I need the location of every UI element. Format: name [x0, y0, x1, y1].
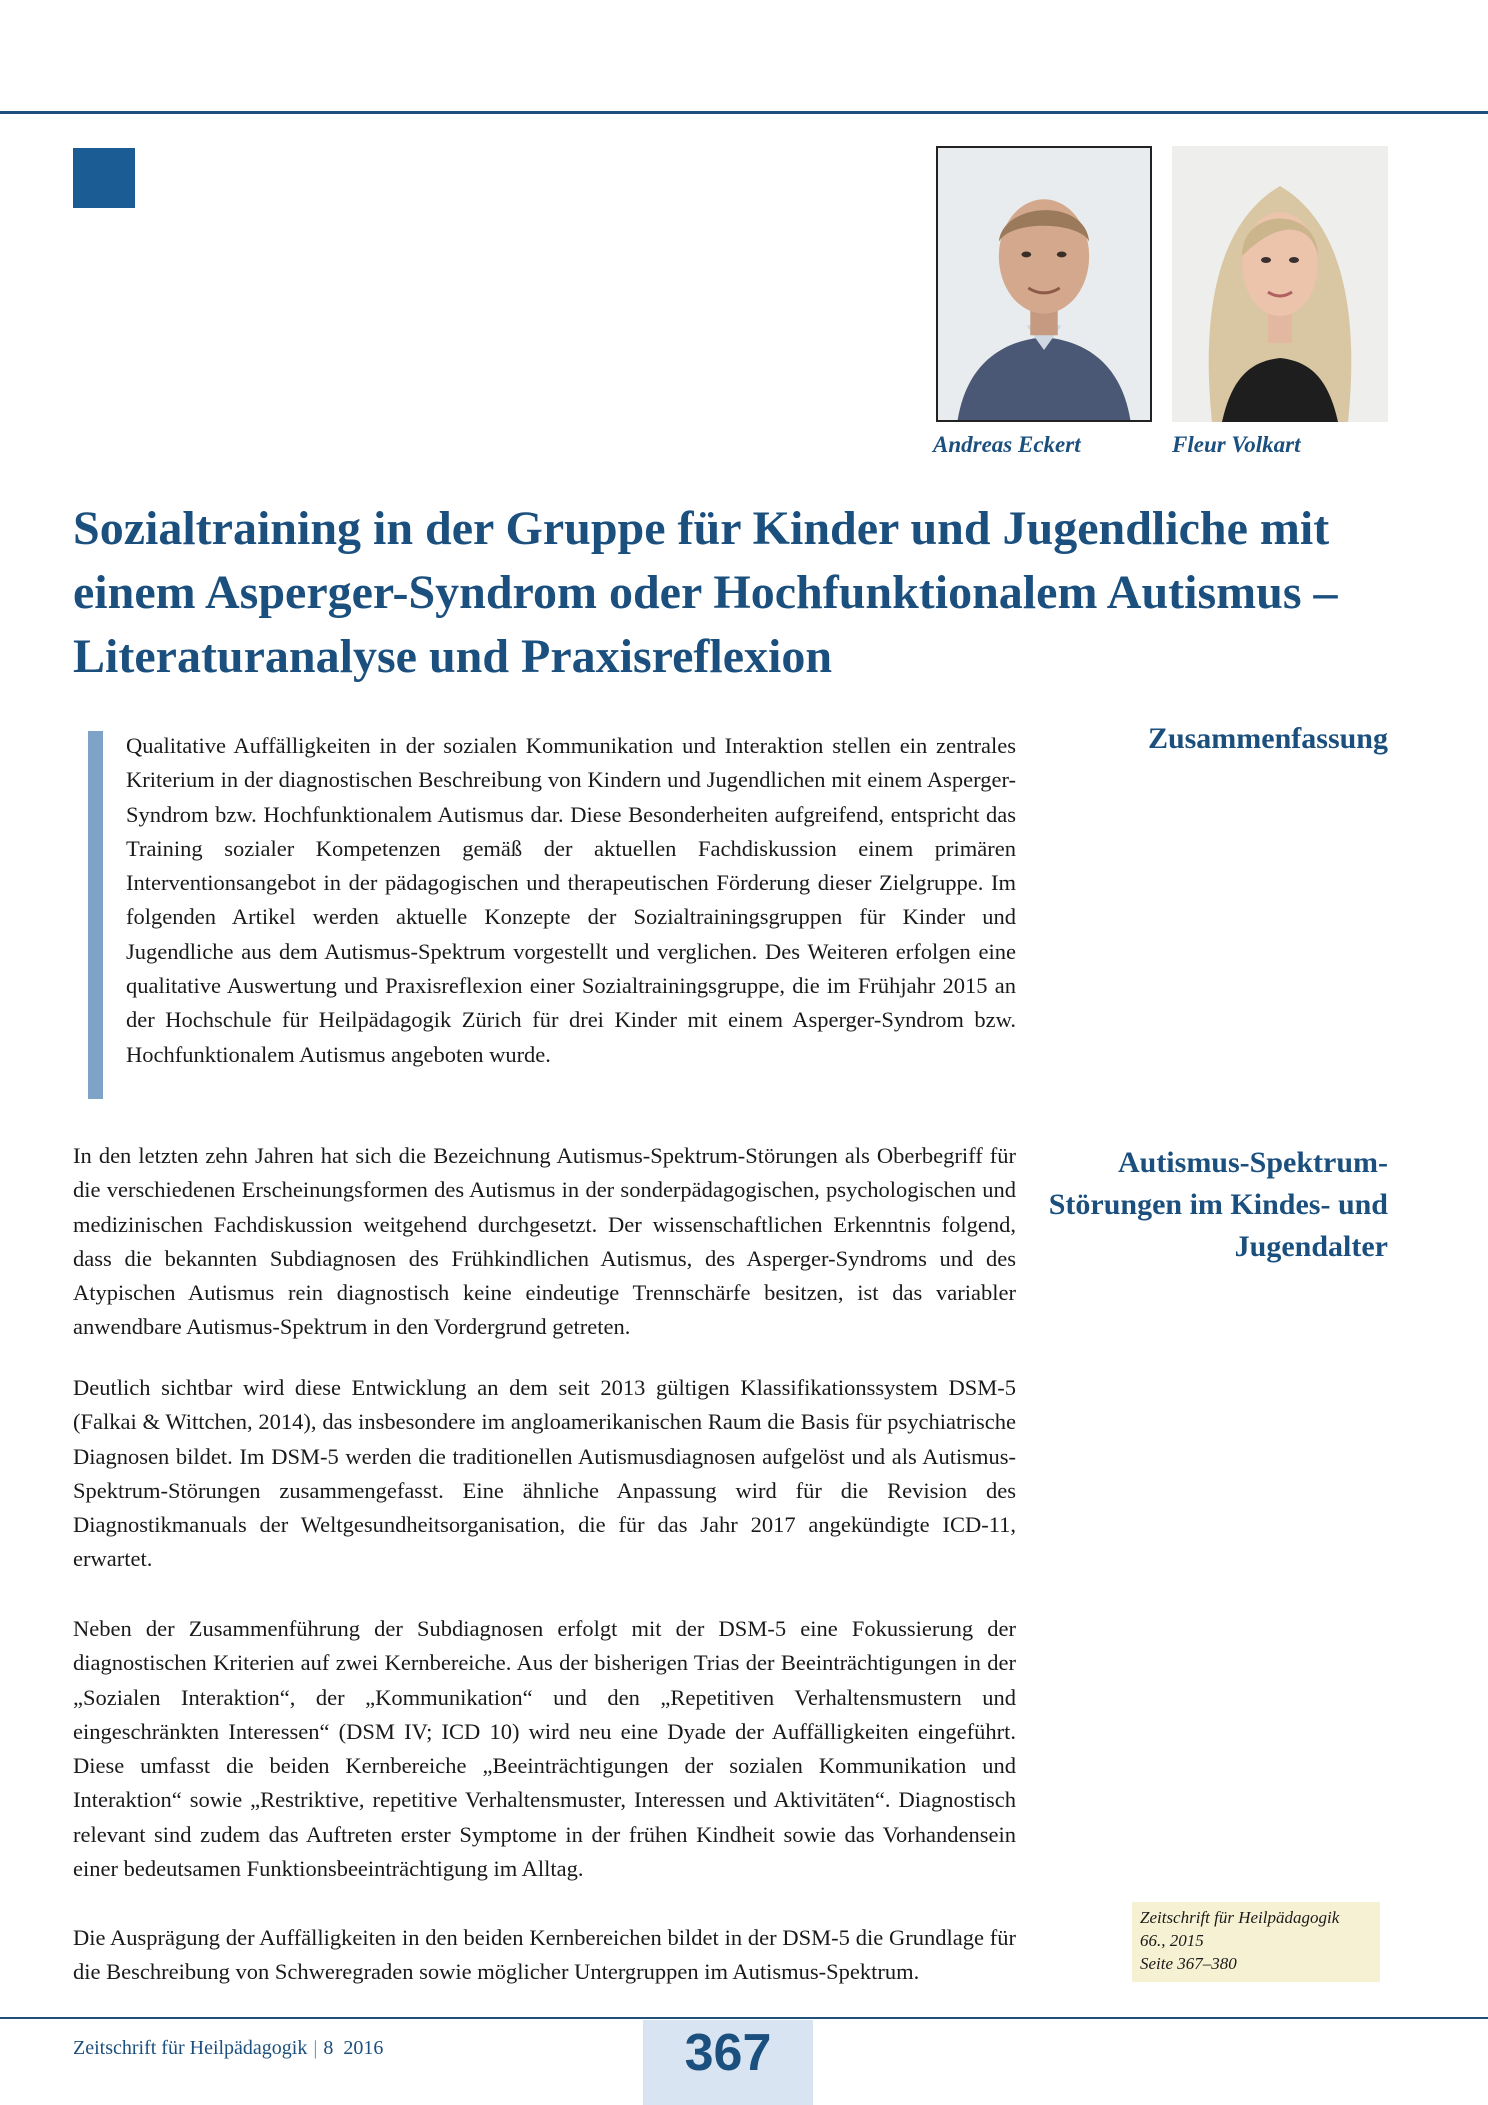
author-photo-volkart — [1172, 146, 1388, 422]
footer-journal — [73, 2037, 383, 2060]
body-paragraph-3: Neben der Zusammenführung der Subdiagnosen erfolgt mit der DSM-5 eine Fokussierung der diagnostischen Kriterien auf zwei Kernbereiche. Aus der bisherigen Trias der Beeinträchtigungen in der „Sozialen Interaktion“, der „Kommunikation“ und den „Repetitiven Verhaltensmustern und eingeschränkten Interessen“ (DSM IV; ICD 10) wird neu eine Dyade der Auffälligkeiten eingeführt. Diese umfasst die beiden Kernbereiche „Beeinträchtigungen der sozialen Kommunikation und Interaktion“ sowie „Restriktive, repetitive Verhaltensmuster, Interessen und Aktivitäten“. Diagnostisch relevant sind zudem das Auftreten erster Symptome in der frühen Kindheit sowie das Vorhandensein einer bedeutsamen Funktionsbeeinträchtigung im Alltag. — [73, 1616, 1016, 1882]
article-title: Sozialtraining in der Gruppe für Kinder und Jugendliche mit einem Asperger-Syndrom oder Hochfunktionalem Autismus – Literaturanalyse und Praxisreflexion — [73, 502, 1338, 683]
bottom-rule — [0, 2017, 1488, 2019]
abstract-text: Qualitative Auffälligkeiten in der sozialen Kommunikation und Interaktion stellen ein zentrales Kriterium in der diagnostischen Beschreibung von Kindern und Jugendlichen mit einem Asperger-Syndrom bzw. Hochfunktionalem Autismus dar. Diese Besonderheiten aufgreifend, entspricht das Training sozialer Kompetenzen gemäß der aktuellen Fachdiskussion einem primären Interventionsangebot in der pädagogischen und therapeutischen Förderung dieser Zielgruppe. Im folgenden Artikel werden aktuelle Konzepte der Sozialtrainingsgruppen für Kinder und Jugendliche aus dem Autismus-Spektrum vorgestellt und verglichen. Des Weiteren erfolgen eine qualitative Auswertung und Praxisreflexion einer Sozialtrainingsgruppe, die im Frühjahr 2015 an der Hochschule für Heilpädagogik Zürich für drei Kinder mit einem Asperger-Syndrom bzw. Hochfunktionalem Autismus angeboten wurde. — [126, 733, 1016, 1067]
body-paragraph-2: Deutlich sichtbar wird diese Entwicklung an dem seit 2013 gültigen Klassifikationssystem DSM-5 (Falkai & Wittchen, 2014), das insbesondere im angloamerikanischen Raum die Basis für psychiatrische Diagnosen bildet. Im DSM-5 werden die traditionellen Autismusdiagnosen aufgelöst und als Autismus-Spektrum-Störungen zusammengefasst. Eine ähnliche Anpassung wird für die Revision des Diagnostikmanuals der Weltgesundheitsorganisation, die für das Jahr 2017 angekündigte ICD-11, erwartet. — [73, 1375, 1016, 1572]
footer-separator: | — [313, 2037, 318, 2059]
footer-issue: 8 2016 — [323, 2037, 384, 2059]
author-photo-eckert — [936, 146, 1152, 422]
abstract-heading: Zusammenfassung — [1147, 722, 1388, 755]
citation-volume: 66., 2015 — [1140, 1931, 1204, 1950]
citation-pages: Seite 367–380 — [1140, 1954, 1237, 1973]
body-paragraph-1: In den letzten zehn Jahren hat sich die Bezeichnung Autismus-Spektrum-Störungen als Oberbegriff für die verschiedenen Erscheinungsformen des Autismus in der sonderpädagogischen, psychologischen und medizinischen Fachdiskussion weitgehend durchgesetzt. Der wissenschaftlichen Erkenntnis folgend, dass die bekannten Subdiagnosen des Frühkindlichen Autismus, des Asperger-Syndroms und des Atypischen Autismus rein diagnostisch keine eindeutige Trennschärfe besitzen, ist das variabler anwendbare Autismus-Spektrum in den Vordergrund getreten. — [73, 1143, 1016, 1340]
body-paragraph-4: Die Ausprägung der Auffälligkeiten in den beiden Kernbereichen bildet in der DSM-5 die Grundlage für die Beschreibung von Schweregraden sowie möglicher Untergruppen im Autismus-Spektrum. — [73, 1925, 1016, 1985]
citation-box — [1132, 1902, 1380, 1982]
footer-journal-name: Zeitschrift für Heilpädagogik — [73, 2037, 308, 2059]
author-name-volkart: Fleur Volkart — [1172, 432, 1301, 457]
section-heading: Autismus-Spektrum-Störungen im Kindes- und Jugendalter — [1048, 1146, 1388, 1263]
citation-journal: Zeitschrift für Heilpädagogik — [1140, 1908, 1340, 1927]
corner-square — [73, 148, 135, 208]
abstract-bar — [88, 731, 103, 1099]
author-name-eckert: Andreas Eckert — [933, 432, 1081, 457]
page-number: 367 — [643, 2020, 813, 2105]
top-rule — [0, 111, 1488, 114]
